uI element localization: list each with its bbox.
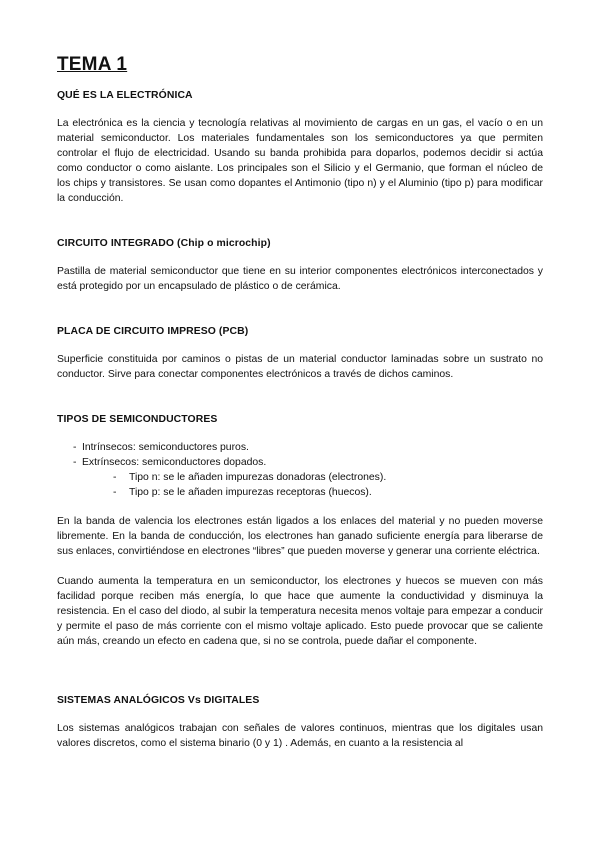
paragraph-temperatura: Cuando aumenta la temperatura en un semiconductor, los electrones y huecos se mueven con más facilidad porque reciben más energía, lo que hace que aumente la conductividad y disminuya la resistencia. En el caso del diodo, al subir la temperatura necesita menos voltaje para empezar a conducir y permite el paso de más corriente con el mismo voltaje aplicado. Esto puede provocar que se caliente aún más, creando un efecto en cadena que, si no se controla, puede dañar el componente. — [57, 576, 543, 647]
semiconductor-types-list — [57, 440, 543, 500]
heading-placa: PLACA DE CIRCUITO IMPRESO (PCB) — [57, 326, 249, 337]
paragraph-bandas: En la banda de valencia los electrones están ligados a los enlaces del material y no pueden moverse libremente. En la banda de conducción, los electrones han ganado suficiente energía para liberarse de sus enlaces, convirtiéndose en electrones “libres” que pueden moverse y generar una corriente eléctrica. — [57, 516, 543, 557]
page-title: TEMA 1 — [57, 54, 128, 75]
paragraph-electronica: La electrónica es la ciencia y tecnología relativas al movimiento de cargas en un gas, el vacío o en un material semiconductor. Los materiales fundamentales son los semiconductores ya que permiten controlar el flujo de electricidad. Usando su banda prohibida para doparlos, podemos decidir si actúa como conductor o como aislante. Los principales son el Silicio y el Germanio, que forman el núcleo de los chips y transistores. Se usan como dopantes el Antimonio (tipo n) y el Aluminio (tipo p) para modificar la conducción. — [57, 118, 543, 204]
heading-sistemas: SISTEMAS ANALÓGICOS Vs DIGITALES — [57, 695, 260, 706]
document-page — [57, 54, 543, 751]
sublist-item-tipo-n: Tipo n: se le añaden impurezas donadoras (electrones). — [129, 472, 387, 483]
list-item — [57, 440, 543, 455]
list-item-extrinsecos: Extrínsecos: semiconductores dopados. — [82, 457, 267, 468]
sublist-item-tipo-p: Tipo p: se le añaden impurezas receptoras (huecos). — [129, 487, 372, 498]
paragraph-circuito: Pastilla de material semiconductor que tiene en su interior componentes electrónicos interconectados y está protegido por un encapsulado de plástico o de cerámica. — [57, 266, 543, 292]
heading-tipos: TIPOS DE SEMICONDUCTORES — [57, 414, 218, 425]
sublist-item — [57, 470, 543, 485]
list-item-intrinsecos: Intrínsecos: semiconductores puros. — [82, 442, 249, 453]
paragraph-placa: Superficie constituida por caminos o pistas de un material conductor laminadas sobre un sustrato no conductor. Sirve para conectar componentes electrónicos a través de dichos caminos. — [57, 354, 543, 380]
extrinsic-sublist — [57, 470, 543, 500]
heading-circuito: CIRCUITO INTEGRADO (Chip o microchip) — [57, 238, 271, 249]
list-item — [57, 455, 543, 500]
heading-electronica: QUÉ ES LA ELECTRÓNICA — [57, 90, 193, 101]
paragraph-sistemas: Los sistemas analógicos trabajan con señales de valores continuos, mientras que los digitales usan valores discretos, como el sistema binario (0 y 1) . Además, en cuanto a la resistencia al — [57, 723, 543, 749]
sublist-item — [57, 485, 543, 500]
